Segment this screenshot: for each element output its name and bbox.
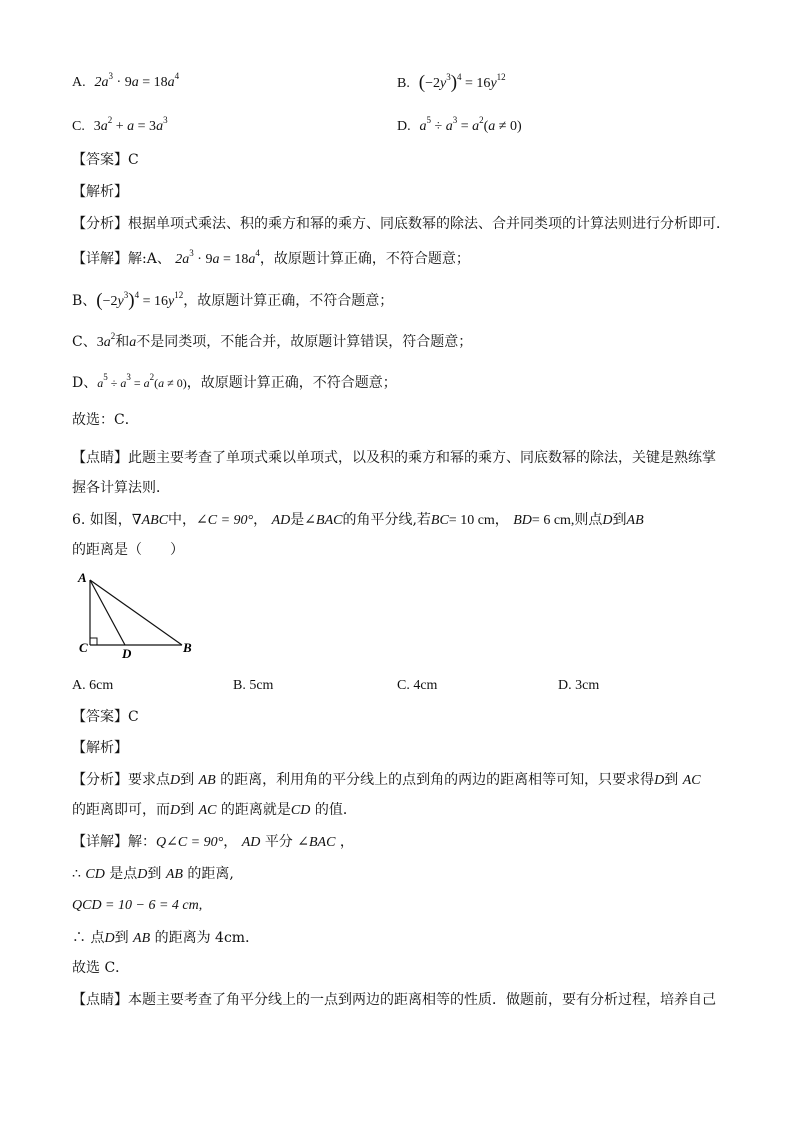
q6-option-a: A. 6cm [72,678,114,693]
segment-bc: BC [430,513,449,528]
answer-tag: 【答案】 [72,152,128,168]
q5-select: 故选：C． [72,412,139,428]
q5-detail-c: C、$3a^2$和a不是同类项，不能合并，故原题计算错误，符合题意； [72,331,473,350]
segment-ab: AB [165,867,183,882]
label-c: C [79,640,88,655]
stem-text: 的角平分线,若 [342,512,431,528]
segment-ab: AB [626,513,644,528]
text: 【分析】要求点 [72,772,170,788]
segment-bd: BD [513,513,532,528]
point-d: D [170,773,181,788]
q5-detail-d: D、$a^5 \div a^3 = a^2(a \ne 0)$，故原题计算正确，不符合题意； [72,372,397,391]
bd-value: = 6 cm,则点 [531,513,603,528]
therefore-symbol: ∴ [72,866,86,882]
detail-a-tail: ，故原题计算正确，不符合题意； [259,251,470,267]
answer-value: C [128,709,139,725]
text: 的距离，利用角的平分线上的点到角的两边的距离相等可知，只要求得 [220,772,655,788]
detail-b-head: B、 [72,293,97,309]
text: 【详解】解： [72,834,156,850]
q6-answer-line [72,707,139,727]
q6-fenxi-line-2 [72,800,357,821]
text: 到 [180,772,195,788]
because-angle-c: Q∠C = 90° [156,835,224,850]
q5-analysis-tag: 【解析】 [72,184,128,200]
q6-option-b: B. 5cm [233,678,274,693]
point-d: D [137,867,148,882]
angle-c: ∠C = 90° [196,513,254,528]
stem-text: 中， [168,512,197,528]
q6-stem-line-1 [72,510,644,531]
q6-dianjing: 【点睛】本题主要考查了角平分线上的一点到两边的距离相等的性质．做题前，要有分析过程，培养自己 [72,992,716,1008]
label-a: A [78,570,87,585]
bc-value: = 10 cm， [448,513,509,528]
text: 到 [147,866,162,882]
q5-option-a: A. $2a^3 \cdot 9a = 18a^4$ [72,71,180,90]
text: 的距离, [187,866,234,882]
point-d: D [170,803,181,818]
bisector-ad [90,580,125,645]
label-b: B [183,640,192,655]
stem-text: 到 [612,512,627,528]
answer-tag: 【答案】 [72,709,128,725]
detail-c-mid: 和 [115,334,130,350]
q5-dianjing: 【点睛】此题主要考查了单项式乘以单项式，以及积的乘方和幂的乘方、同底数幂的除法，关键是熟练掌 [72,450,716,466]
point-d: D [104,931,115,946]
text: 是点 [109,866,138,882]
q6-detail-line-1 [72,832,354,853]
stem-text: 是 [290,512,305,528]
q5-option-b: B. $(-2y^3)^4 = 16y^{12}$ [397,72,506,93]
label-d: D [122,646,132,661]
text: ， [339,834,354,850]
detail-c-head: C、 [72,334,97,350]
text: ， [223,834,238,850]
text: 平分 [264,834,293,850]
detail-intro: 【详解】解:A、 [72,251,171,267]
point-d: D [654,773,665,788]
q6-select: 故选 C． [72,960,130,976]
triangle-figure [70,568,210,662]
q5-option-c: C. $3a^2 + a = 3a^3$ [72,115,168,134]
q6-fenxi-line-1 [72,770,701,791]
detail-d-head: D、 [72,375,98,391]
text: 的距离就是 [220,802,291,818]
segment-ab: AB [133,931,151,946]
q5-option-d: D. $a^5 \div a^3 = a^2(a \ne 0)$ [397,115,522,134]
text: 的值． [314,802,357,818]
detail-c-tail: 不是同类项，不能合并，故原题计算错误，符合题意； [136,334,473,350]
text: 的距离即可，而 [72,802,170,818]
segment-ac: AC [198,803,217,818]
text: 到 [180,802,195,818]
stem-text: 6. 如图， [72,512,132,528]
right-angle-mark [90,638,97,645]
segment-cd: CD [85,867,105,882]
q6-detail-line-3: QCD = 10 − 6 = 4 cm, [72,898,203,913]
segment-ad: AD [241,835,261,850]
segment-cd: CD [290,803,311,818]
q5-answer-line [72,150,139,170]
q6-detail-line-2 [72,864,234,885]
text: 的距离为 4cm． [154,930,260,946]
detail-d-tail: ，故原题计算正确，不符合题意； [186,375,397,391]
q5-fenxi: 【分析】根据单项式乘法、积的乘方和幂的乘方、同底数幂的除法、合并同类项的计算法则进行分析即可． [72,216,730,232]
side-ab [90,580,182,645]
q6-option-c: C. 4cm [397,678,438,693]
q5-dianjing-2: 握各计算法则． [72,480,170,496]
segment-ac: AC [682,773,701,788]
text: 到 [114,930,129,946]
segment-ab: AB [198,773,216,788]
angle-bac: ∠BAC [297,835,336,850]
triangle-symbol: ∇ABC [131,513,169,528]
stem-text: ， [253,512,268,528]
detail-b-tail: ，故原题计算正确，不符合题意； [183,293,394,309]
text: ∴ 点 [72,930,105,946]
q6-option-d: D. 3cm [558,678,600,693]
q6-analysis-tag: 【解析】 [72,740,128,756]
angle-bac: ∠BAC [304,513,343,528]
segment-ad: AD [271,513,291,528]
q5-detail-b: B、$(-2y^3)^4 = 16y^{12}$，故原题计算正确，不符合题意； [72,290,394,311]
q6-detail-line-4 [72,928,259,949]
answer-value: C [128,152,139,168]
point-d: D [602,513,613,528]
q5-detail-a: 【详解】解:A、 $2a^3 \cdot 9a = 18a^4$，故原题计算正确，不符合题意； [72,248,470,267]
text: 到 [664,772,679,788]
q6-stem-line-2: 的距离是（ ） [72,542,184,558]
